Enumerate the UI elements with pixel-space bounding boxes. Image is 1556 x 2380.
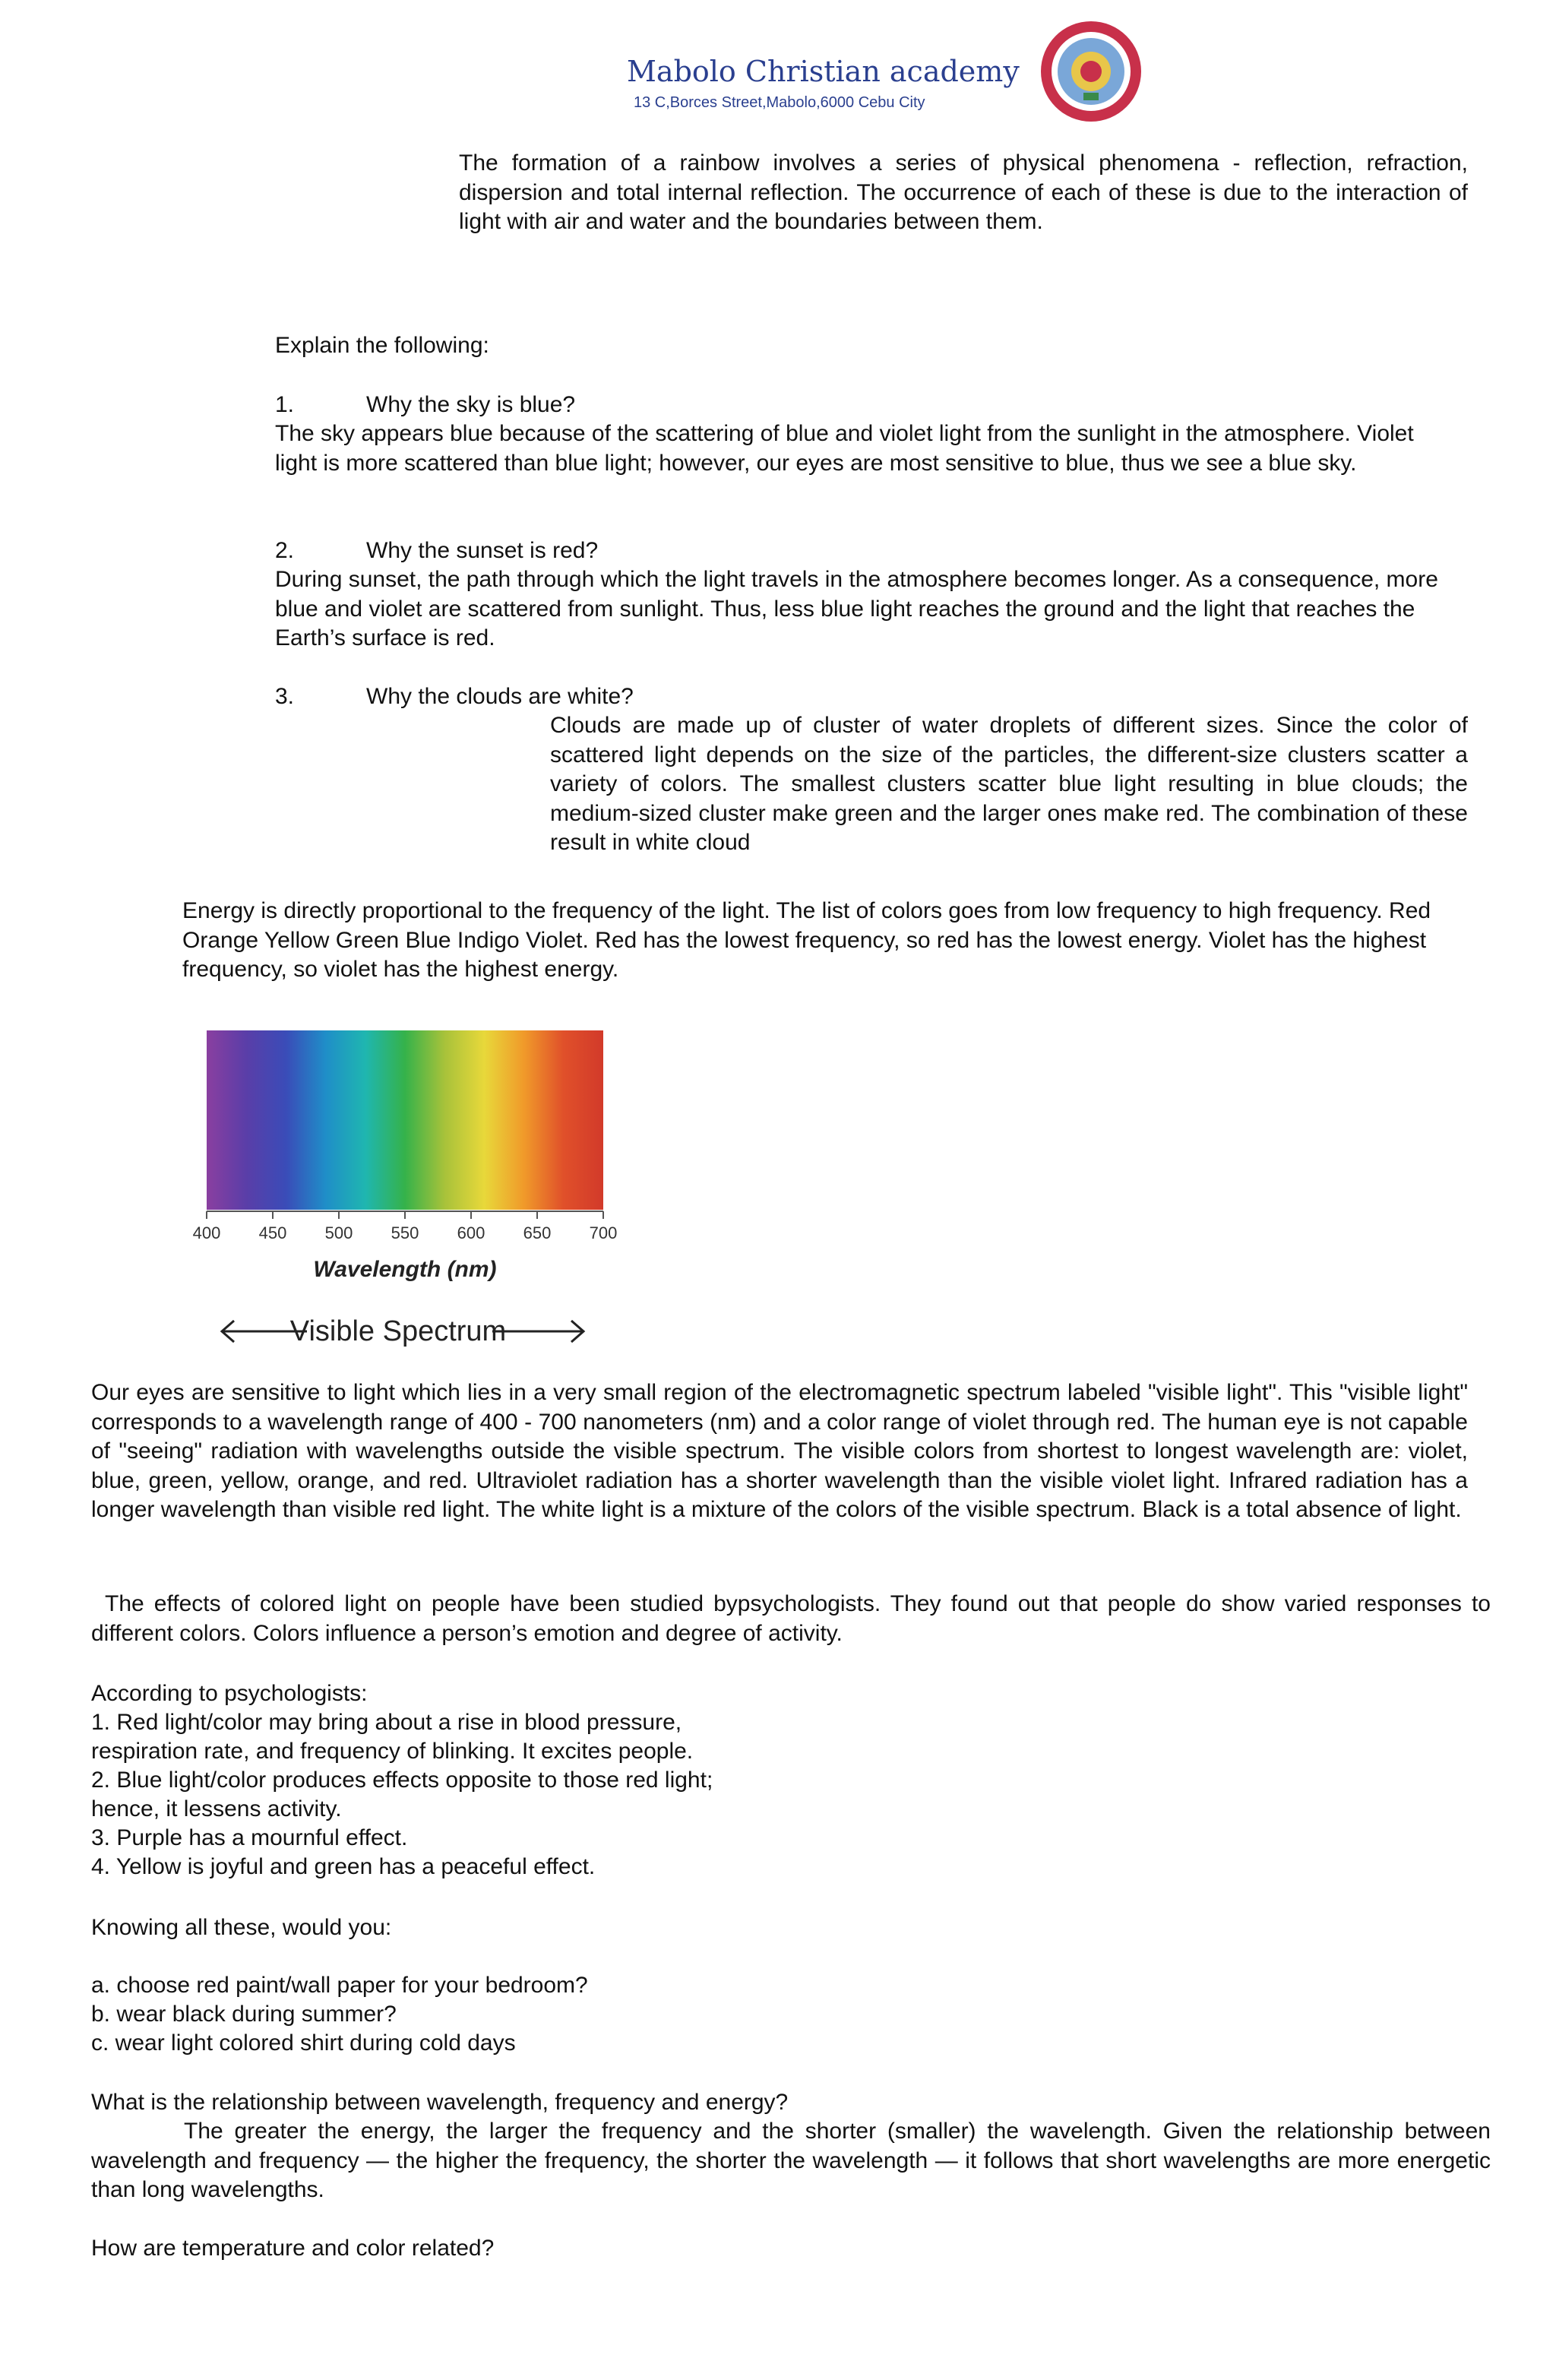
explain-heading: Explain the following: <box>275 333 489 358</box>
choice-item: a. choose red paint/wall paper for your bedroom? <box>91 1973 588 1998</box>
visible-light-paragraph: Our eyes are sensitive to light which lies in a very small region of the electromagnetic spectrum labeled "visible light". This "visible light" corresponds to a wavelength range of 400 - 700 nanometers (nm) and a color range of violet through red. The human eye is not capable of "seeing" radiation with wavelengths outside the visible spectrum. The visible colors from shortest to longest wavelength are: violet, blue, green, yellow, orange, and red. Ultraviolet radiation has a shorter wavelength than the visible violet light. Infrared radiation has a longer wavelength than visible red light. The white light is a mixture of the colors of the visible spectrum. Black is a total absence of light. <box>91 1380 1468 1522</box>
tick-label: 400 <box>192 1223 221 1242</box>
tick-label: 700 <box>589 1223 618 1242</box>
relationship-answer: The greater the energy, the larger the frequency and the shorter (smaller) the wavelength. Given the relationship between wavelength and frequency — the higher the frequency, the shorter the wavelength — it follows that short wavelengths are more energetic than long wavelengths. <box>91 2119 1491 2202</box>
question-3 <box>275 682 634 711</box>
knowing-heading: Knowing all these, would you: <box>91 1915 392 1940</box>
tick-marks <box>207 1211 603 1219</box>
question-number: 1. <box>275 392 295 417</box>
temperature-question: How are temperature and color related? <box>91 2236 495 2261</box>
answer-2: During sunset, the path through which the light travels in the atmosphere becomes longer. As a consequence, more blue and violet are scattered from sunlight. Thus, less blue light reaches the ground and the light that reaches the Earth’s surface is red. <box>275 567 1438 650</box>
school-name: Mabolo Christian academy <box>627 55 1020 88</box>
psych-line: 1. Red light/color may bring about a rise in blood pressure, <box>91 1710 682 1735</box>
psych-heading: According to psychologists: <box>91 1681 368 1706</box>
question-text: Why the clouds are white? <box>366 684 634 709</box>
question-text: Why the sky is blue? <box>366 392 576 417</box>
tick-label: 450 <box>258 1223 287 1242</box>
tick-label: 600 <box>457 1223 485 1242</box>
tick-label: 500 <box>324 1223 353 1242</box>
tick-label: 550 <box>391 1223 419 1242</box>
choice-list <box>91 1971 588 2058</box>
question-number: 3. <box>275 684 295 709</box>
visible-spectrum-figure <box>192 1018 621 1360</box>
question-2 <box>275 536 598 565</box>
answer-1: The sky appears blue because of the scattering of blue and violet light from the sunlight in the atmosphere. Violet light is more scattered than blue light; however, our eyes are most sensitive to blue, thus we see a blue sky. <box>275 421 1414 476</box>
spectrum-caption: Visible Spectrum <box>289 1315 507 1347</box>
question-number: 2. <box>275 538 295 563</box>
psych-line: 4. Yellow is joyful and green has a peaceful effect. <box>91 1854 596 1879</box>
tick-labels <box>193 1223 618 1242</box>
choice-item: b. wear black during summer? <box>91 2002 397 2027</box>
energy-paragraph: Energy is directly proportional to the frequency of the light. The list of colors goes from low frequency to high frequency. Red Orange Yellow Green Blue Indigo Violet. Red has the lowest frequency, so red has the lowest energy. Violet has the highest frequency, so violet has the highest energy. <box>182 898 1431 982</box>
relationship-question: What is the relationship between wavelength, frequency and energy? <box>91 2090 789 2115</box>
psych-line: hence, it lessens activity. <box>91 1796 342 1821</box>
choice-item: c. wear light colored shirt during cold days <box>91 2030 516 2056</box>
psych-line: 3. Purple has a mournful effect. <box>91 1825 408 1850</box>
school-address: 13 C,Borces Street,Mabolo,6000 Cebu City <box>634 94 925 111</box>
psych-line: respiration rate, and frequency of blinking. It excites people. <box>91 1739 694 1764</box>
question-text: Why the sunset is red? <box>366 538 599 563</box>
question-1 <box>275 391 575 419</box>
psych-list <box>91 1708 713 1882</box>
tick-label: 650 <box>523 1223 552 1242</box>
psych-line: 2. Blue light/color produces effects opposite to those red light; <box>91 1768 713 1793</box>
school-seal-logo <box>1038 18 1144 125</box>
axis-label: Wavelength (nm) <box>313 1257 497 1282</box>
spectrum-bar <box>207 1030 603 1210</box>
effects-paragraph: The effects of colored light on people have been studied bypsychologists. They found out that people do show varied responses to different colors. Colors influence a person’s emotion and degree of activity. <box>91 1591 1491 1646</box>
answer-3: Clouds are made up of cluster of water droplets of different sizes. Since the color of scattered light depends on the size of the particles, the different-size clusters scatter a variety of colors. The smallest clusters scatter blue light resulting in blue clouds; the medium-sized cluster make green and the larger ones make red. The combination of these result in white cloud <box>550 713 1468 855</box>
rainbow-paragraph: The formation of a rainbow involves a series of physical phenomena - reflection, refraction, dispersion and total internal reflection. The occurrence of each of these is due to the interaction of light with air and water and the boundaries between them. <box>459 150 1468 234</box>
